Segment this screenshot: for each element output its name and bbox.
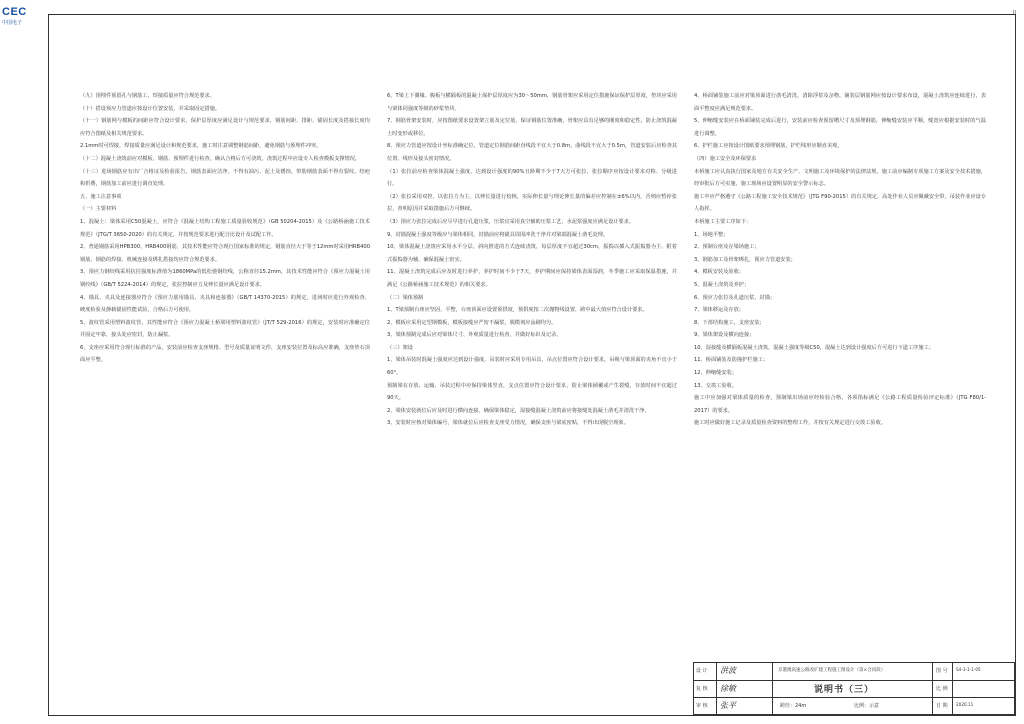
list-item: 4、模板安装及验收； (694, 269, 744, 276)
paragraph: （1）张拉前应检查梁体混凝土强度，达到设计强度的90%且龄期不少于7天方可张拉，张拉顺序应按设计要求对称、分级进行。 (387, 168, 677, 188)
paragraph: 3、安装时应核对梁体编号，梁体就位后应检查支座受力情况，确保支座与梁底密贴，不得出现脱空现象。 (387, 420, 629, 427)
subsection-heading: （二）梁体预制 (387, 294, 424, 301)
signature: 徐敏 (720, 684, 736, 693)
paragraph: （十）搭设预应力管道应按设计位置安装，并采取固定措施。 (80, 105, 221, 112)
paragraph: 6、护栏施工应按设计图纸要求预埋钢筋，护栏线形应顺直美观。 (694, 143, 843, 150)
paragraph: 4、桥面铺装施工前应对梁顶面进行凿毛清洗，清除浮浆及杂物，铺装层钢筋网应按设计要求布设，混凝土浇筑应连续进行，表面平整度应满足规范要求。 (694, 93, 986, 112)
paragraph: 施工时应做好施工记录及质量检查资料的整理工作，并按有关规定进行交竣工验收。 (694, 420, 886, 427)
paragraph: 2、普通钢筋采用HPB300、HRB400钢筋，其技术性能应符合现行国家标准的规定，钢筋直径大于等于12mm时采用HRB400钢筋，钢筋的焊接、机械连接及绑扎搭接均应符合规范要求。 (80, 244, 370, 263)
paragraph: 1、T梁预制台座应坚固、平整，台座顶面应设置预拱度，预拱度按二次抛物线设置，跨中最大值应符合设计要求。 (387, 307, 648, 314)
list-item: 7、梁体移运及存放； (694, 307, 744, 314)
row-label: 审 核 (696, 703, 708, 709)
paragraph: （十一）钢筋网与模板的间距应符合设计要求，保护层厚度应满足设计与规范要求，钢筋间距、排距、锚固长度及搭接长度均应符合图纸及相关规范要求。 (80, 118, 370, 137)
document-title: 说明书（三） (814, 685, 875, 695)
list-item: 5、混凝土浇筑及养护； (694, 281, 750, 288)
paragraph: 2、模板应采用定型钢模板，模板接缝应严密不漏浆，脱模剂应涂刷均匀。 (387, 319, 557, 326)
paragraph: 施工中应严格遵守《公路工程施工安全技术规范》（JTG F90-2015）的有关规定，高处作业人员应佩戴安全带，吊装作业应设专人指挥。 (694, 193, 986, 213)
paragraph: 3、梁体预制完成后应对梁体尺寸、外观质量进行检查，并做好标识及记录。 (387, 332, 562, 339)
signature: 张平 (720, 701, 736, 710)
subsection-heading: （三）架设 (387, 344, 413, 351)
row-label: 复 核 (696, 686, 708, 692)
paragraph: 4、锚具、夹具及连接器应符合《预应力筋用锚具、夹具和连接器》（GB/T 14370-2015）的规定，进场时应进行外观检查、硬度检验及静载锚固性能试验，合格后方可使用。 (80, 294, 370, 314)
paragraph: （十二）混凝土浇筑前应对模板、钢筋、预埋件进行检查，确认合格后方可浇筑，浇筑过程中应设专人检查模板支撑情况。 (80, 155, 361, 162)
paragraph: 11、混凝土浇筑完成后应及时进行养护，养护时间不少于7天，养护期间应保持梁体表面湿润，冬季施工应采取保温措施，并满足《公路桥涵施工技术规范》的相关要求。 (387, 269, 677, 288)
scale-note: 比例：示意 (854, 703, 880, 709)
paragraph: 1、混凝土：梁体采用C50混凝土，应符合《混凝土结构工程施工质量验收规范》（GB 50204-2015）及《公路桥涵施工技术规范》（JTG/T 3650-2020）的有关规定，并按规范要求进行配合比设计及试配工作。 (80, 218, 370, 238)
paragraph: 8、预应力管道应按设计坐标准确定位，管道定位钢筋间距直线段不宜大于0.8m，曲线段不宜大于0.5m，管道安装后应检查其位置、线形及接头密封情况。 (387, 143, 677, 162)
company-logo (2, 6, 48, 36)
text-column-1 (80, 90, 370, 367)
row-label: 设 计 (696, 668, 708, 674)
paragraph: 6、T梁上下翼缘、腹板与横隔板的混凝土保护层厚度应为30～50mm，钢筋骨架应采用定位措施保证保护层厚度，垫块应采用与梁体同强度等级的砂浆垫块。 (387, 93, 677, 112)
title-block (693, 662, 1015, 715)
paragraph: 9、封锚混凝土强度等级应与梁体相同，封锚前应将锚具周围冲洗干净并对梁端混凝土凿毛处理。 (387, 231, 609, 238)
paragraph: （3）预应力张拉完成后应尽早进行孔道压浆，压浆宜采用真空辅助压浆工艺，水泥浆强度应满足设计要求。 (387, 218, 635, 225)
paragraph: （九）预埋件预留孔与钢筋工，焊接质量应符合规范要求。 (80, 93, 215, 99)
paragraph: 5、伸缩缝安装应在桥面铺装完成后进行，安装前应检查预留槽尺寸及预埋钢筋，伸缩缝安装应平顺，缝宽应根据安装时的气温进行调整。 (694, 118, 986, 137)
project-name: 京港澳高速公路改扩建工程施工图设计（第×合同段） (778, 668, 886, 673)
list-item: 11、桥面铺装及防撞护栏施工； (694, 357, 769, 364)
list-item: 10、湿接缝及横隔板混凝土浇筑，混凝土强度等级C50，混凝土达到设计强度后方可进行下道工序施工； (694, 344, 934, 351)
drawing-number-label: 图 号 (936, 668, 948, 674)
paragraph: 2、梁体安装就位后应及时进行横向连接，确保梁体稳定，湿接缝混凝土浇筑前应将接缝处混凝土凿毛并清洗干净。 (387, 407, 650, 414)
subsection-heading: （四）施工安全及环保要求 (694, 155, 757, 162)
section-heading: 五、施工注意事项 (80, 193, 122, 200)
list-item: 3、钢筋加工及骨架绑扎，预应力管道安装； (694, 256, 796, 263)
date-label: 日 期 (936, 703, 948, 709)
scale-label: 比 例 (936, 686, 948, 692)
paragraph: 1、梁体吊装时混凝土强度应达到设计强度，吊装时应采用专用吊具，吊点位置应符合设计要求，吊绳与梁顶面的夹角不宜小于60°。 (387, 357, 677, 377)
paragraph: 7、钢筋骨架安装时，应按图纸要求设置架立筋及定位筋，保证钢筋位置准确，骨架应具有足够的刚度和稳定性，防止浇筑混凝土时变形或移位。 (387, 118, 677, 137)
edge-mark: ll (1012, 10, 1016, 17)
title-block-row-designer (694, 663, 1014, 680)
paragraph: 施工中应加强对梁体质量的检查，预制梁出场前应经检验合格，各项指标满足《公路工程质量检验评定标准》（JTG F80/1-2017）的要求。 (694, 395, 986, 414)
span-label: 跨径：24m (780, 703, 807, 709)
list-item: 2、预制台座及存梁场施工； (694, 244, 760, 251)
list-item: 8、下部结构施工，支座安装； (694, 319, 765, 326)
logo-mark: CEC (2, 6, 27, 18)
paragraph: 预制梁在存放、运输、吊装过程中应保持梁体竖直，支点位置应符合设计要求，防止梁体倾覆或产生裂缝，存放时间不宜超过90天。 (387, 382, 677, 402)
text-column-3 (694, 90, 986, 430)
list-item: 13、交竣工验收。 (694, 382, 737, 389)
list-item: 12、伸缩缝安装； (694, 370, 737, 377)
paragraph: 本桥施工应认真执行国家及地方有关安全生产、文明施工及环境保护的法律法规，施工前应编制专项施工方案及安全技术措施，经审批后方可实施，施工现场应设置明显的安全警示标志。 (694, 168, 986, 188)
drawing-number: S4-3-1-1-05 (956, 667, 981, 672)
paragraph: 10、梁体混凝土浇筑应采用水平分层、斜向推进的方式连续浇筑，每层厚度不宜超过30cm，振捣以插入式振捣器为主、附着式振捣器为辅，确保混凝土密实。 (387, 244, 677, 263)
paragraph: 本桥施工主要工序如下： (694, 218, 752, 225)
logo-subtitle: 中国电子 (2, 20, 23, 26)
paragraph: 2.1mm时可焊接，焊接质量应满足设计和规范要求，施工时注意调整钢筋间距，避免钢筋与预埋件冲突。 (80, 143, 322, 150)
subsection-heading: （一）主要材料 (80, 206, 117, 213)
date-value: 2020.11 (956, 702, 974, 707)
paragraph: 5、波纹管采用塑料波纹管，其性能应符合《预应力混凝土桥梁用塑料波纹管》（JT/T 529-2016）的规定，安装时应准确定位并固定牢靠，接头处应密封，防止漏浆。 (80, 319, 370, 339)
list-item: 6、预应力张拉及孔道压浆，封锚； (694, 294, 776, 301)
signature: 洪波 (720, 666, 736, 675)
paragraph: 3、预应力钢绞线采用抗拉强度标准值为1860MPa的低松弛钢绞线，公称直径15.2mm，其技术性能应符合《预应力混凝土用钢绞线》（GB/T 5224-2014）的规定，张拉控制应力及伸长量应满足设计要求。 (80, 269, 370, 288)
list-item: 9、梁体架设及横向连接； (694, 332, 755, 339)
paragraph: （2）张拉采用双控，以张拉力为主，以伸长量进行校核，实际伸长量与理论伸长量的偏差应控制在±6%以内，否则应暂停张拉，查明原因并采取措施后方可继续。 (387, 193, 677, 213)
paragraph: 6、支座应采用符合现行标准的产品，安装前应检查支座规格、型号及质量证明文件，支座安装位置及标高应准确，支座垫石顶面应平整。 (80, 344, 370, 364)
list-item: 1、场地平整； (694, 231, 729, 238)
text-column-2 (387, 90, 677, 430)
paragraph: （十三）进场钢筋应有出厂合格证及检验报告，钢筋表面应洁净，不得有油污、泥土及锈蚀，带肋钢筋表面不得有裂纹、结疤和折叠，钢筋加工前应进行调直处理。 (80, 168, 370, 188)
